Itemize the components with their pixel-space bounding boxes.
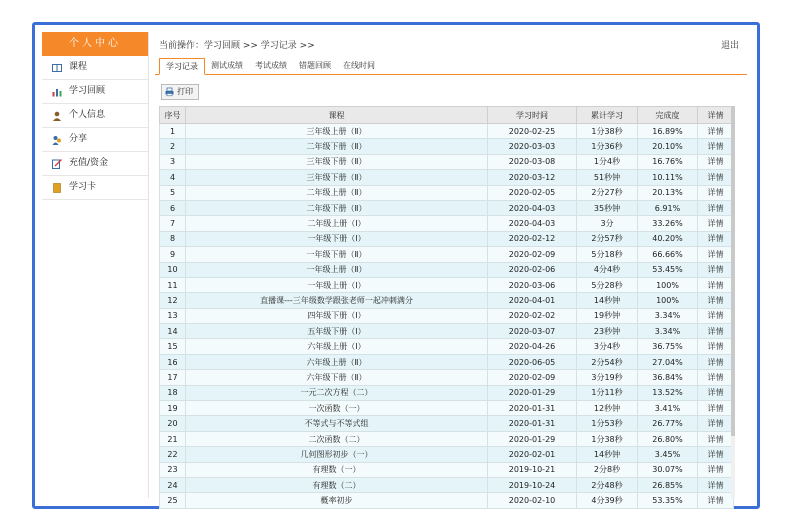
total-study-time: 14秒钟	[577, 293, 638, 308]
study-date: 2020-01-31	[488, 401, 577, 416]
row-index: 15	[160, 339, 186, 354]
table-row	[160, 324, 734, 339]
detail-link[interactable]: 详情	[698, 431, 734, 446]
row-index: 11	[160, 277, 186, 292]
detail-link[interactable]: 详情	[698, 493, 734, 508]
study-date: 2020-06-05	[488, 354, 577, 369]
total-study-time: 1分4秒	[577, 154, 638, 169]
table-row	[160, 293, 734, 308]
completion-rate: 33.26%	[638, 216, 698, 231]
total-study-time: 3分4秒	[577, 339, 638, 354]
row-index: 22	[160, 447, 186, 462]
edit-icon	[52, 159, 62, 169]
study-date: 2020-03-12	[488, 170, 577, 185]
study-date: 2020-04-03	[488, 200, 577, 215]
printer-icon	[165, 88, 174, 96]
study-date: 2020-02-09	[488, 247, 577, 262]
total-study-time: 1分36秒	[577, 139, 638, 154]
course-name: 二年级上册（Ⅱ）	[186, 185, 488, 200]
total-study-time: 2分8秒	[577, 462, 638, 477]
total-study-time: 3分19秒	[577, 370, 638, 385]
completion-rate: 36.75%	[638, 339, 698, 354]
course-name: 二次函数（二）	[186, 431, 488, 446]
detail-link[interactable]: 详情	[698, 139, 734, 154]
total-study-time: 4分4秒	[577, 262, 638, 277]
detail-link[interactable]: 详情	[698, 324, 734, 339]
row-index: 4	[160, 170, 186, 185]
detail-link[interactable]: 详情	[698, 447, 734, 462]
study-date: 2020-03-08	[488, 154, 577, 169]
completion-rate: 20.13%	[638, 185, 698, 200]
sidebar-item-label: 个人信息	[69, 110, 106, 120]
tab-0[interactable]: 学习记录	[159, 58, 205, 75]
row-index: 18	[160, 385, 186, 400]
column-header: 完成度	[638, 107, 698, 124]
completion-rate: 36.84%	[638, 370, 698, 385]
detail-link[interactable]: 详情	[698, 416, 734, 431]
table-scrollbar[interactable]	[731, 106, 735, 498]
course-name: 有理数（二）	[186, 477, 488, 492]
completion-rate: 30.07%	[638, 462, 698, 477]
table-row	[160, 339, 734, 354]
tab-3[interactable]: 错题回顾	[299, 61, 331, 70]
total-study-time: 2分48秒	[577, 477, 638, 492]
detail-link[interactable]: 详情	[698, 277, 734, 292]
detail-link[interactable]: 详情	[698, 339, 734, 354]
table-row	[160, 354, 734, 369]
course-name: 有理数（一）	[186, 462, 488, 477]
course-name: 不等式与不等式组	[186, 416, 488, 431]
sidebar-item-label: 学习回顾	[69, 86, 106, 96]
study-date: 2020-03-07	[488, 324, 577, 339]
detail-link[interactable]: 详情	[698, 385, 734, 400]
study-date: 2020-02-09	[488, 370, 577, 385]
completion-rate: 3.34%	[638, 324, 698, 339]
course-name: 三年级上册（Ⅱ）	[186, 124, 488, 139]
row-index: 5	[160, 185, 186, 200]
breadcrumb: 当前操作：学习回顾 >> 学习记录 >>	[159, 41, 315, 51]
column-header: 详情	[698, 107, 734, 124]
study-date: 2020-03-03	[488, 139, 577, 154]
table-row	[160, 200, 734, 215]
row-index: 1	[160, 124, 186, 139]
completion-rate: 53.35%	[638, 493, 698, 508]
detail-link[interactable]: 详情	[698, 308, 734, 323]
course-name: 六年级上册（Ⅰ）	[186, 339, 488, 354]
completion-rate: 100%	[638, 277, 698, 292]
detail-link[interactable]: 详情	[698, 185, 734, 200]
course-name: 一年级上册（Ⅰ）	[186, 277, 488, 292]
sidebar-item-4[interactable]	[42, 152, 148, 176]
total-study-time: 19秒钟	[577, 308, 638, 323]
table-row	[160, 185, 734, 200]
completion-rate: 100%	[638, 293, 698, 308]
row-index: 13	[160, 308, 186, 323]
sidebar-item-label: 学习卡	[69, 182, 97, 192]
records-table	[159, 106, 734, 509]
completion-rate: 26.80%	[638, 431, 698, 446]
completion-rate: 66.66%	[638, 247, 698, 262]
study-date: 2020-02-02	[488, 308, 577, 323]
course-name: 概率初步	[186, 493, 488, 508]
tab-bar	[155, 58, 747, 75]
detail-link[interactable]: 详情	[698, 477, 734, 492]
course-name: 四年级下册（Ⅰ）	[186, 308, 488, 323]
tab-1[interactable]: 测试成绩	[211, 61, 243, 70]
table-row	[160, 447, 734, 462]
column-header: 序号	[160, 107, 186, 124]
total-study-time: 14秒钟	[577, 447, 638, 462]
completion-rate: 20.10%	[638, 139, 698, 154]
print-button[interactable]	[161, 84, 199, 100]
row-index: 20	[160, 416, 186, 431]
total-study-time: 3分	[577, 216, 638, 231]
detail-link[interactable]: 详情	[698, 370, 734, 385]
completion-rate: 16.76%	[638, 154, 698, 169]
total-study-time: 1分38秒	[577, 431, 638, 446]
row-index: 23	[160, 462, 186, 477]
detail-link[interactable]: 详情	[698, 170, 734, 185]
sidebar-item-0[interactable]	[42, 56, 148, 80]
detail-link[interactable]: 详情	[698, 247, 734, 262]
table-row	[160, 401, 734, 416]
study-date: 2020-04-03	[488, 216, 577, 231]
detail-link[interactable]: 详情	[698, 124, 734, 139]
completion-rate: 40.20%	[638, 231, 698, 246]
table-row	[160, 370, 734, 385]
row-index: 9	[160, 247, 186, 262]
study-date: 2020-01-29	[488, 385, 577, 400]
records-table-container[interactable]	[159, 106, 735, 506]
course-name: 二年级下册（Ⅱ）	[186, 139, 488, 154]
total-study-time: 4分39秒	[577, 493, 638, 508]
row-index: 8	[160, 231, 186, 246]
table-row	[160, 493, 734, 508]
logout-link[interactable]: 退出	[720, 41, 739, 51]
completion-rate: 26.85%	[638, 477, 698, 492]
study-date: 2020-04-01	[488, 293, 577, 308]
completion-rate: 16.89%	[638, 124, 698, 139]
sidebar-item-label: 充值/资金	[69, 158, 109, 168]
course-name: 六年级上册（Ⅱ）	[186, 354, 488, 369]
row-index: 7	[160, 216, 186, 231]
course-name: 一年级下册（Ⅱ）	[186, 247, 488, 262]
table-row	[160, 308, 734, 323]
total-study-time: 1分11秒	[577, 385, 638, 400]
course-name: 五年级下册（Ⅰ）	[186, 324, 488, 339]
completion-rate: 27.04%	[638, 354, 698, 369]
total-study-time: 1分38秒	[577, 124, 638, 139]
bar-chart-icon	[52, 87, 62, 97]
completion-rate: 13.52%	[638, 385, 698, 400]
table-row	[160, 262, 734, 277]
total-study-time: 5分18秒	[577, 247, 638, 262]
main-panel	[155, 32, 747, 506]
table-row	[160, 416, 734, 431]
detail-link[interactable]: 详情	[698, 401, 734, 416]
row-index: 14	[160, 324, 186, 339]
total-study-time: 2分54秒	[577, 354, 638, 369]
column-header: 学习时间	[488, 107, 577, 124]
card-icon	[52, 183, 62, 193]
total-study-time: 5分28秒	[577, 277, 638, 292]
table-row	[160, 216, 734, 231]
course-name: 三年级下册（Ⅱ）	[186, 170, 488, 185]
total-study-time: 12秒钟	[577, 401, 638, 416]
completion-rate: 10.11%	[638, 170, 698, 185]
course-name: 几何图形初步（一）	[186, 447, 488, 462]
completion-rate: 26.77%	[638, 416, 698, 431]
row-index: 19	[160, 401, 186, 416]
row-index: 12	[160, 293, 186, 308]
column-header: 课程	[186, 107, 488, 124]
total-study-time: 2分27秒	[577, 185, 638, 200]
detail-link[interactable]: 详情	[698, 200, 734, 215]
book-icon	[52, 63, 62, 73]
detail-link[interactable]: 详情	[698, 462, 734, 477]
table-row	[160, 277, 734, 292]
study-date: 2020-03-06	[488, 277, 577, 292]
study-date: 2020-02-12	[488, 231, 577, 246]
row-index: 10	[160, 262, 186, 277]
table-row	[160, 231, 734, 246]
table-row	[160, 247, 734, 262]
study-date: 2019-10-24	[488, 477, 577, 492]
row-index: 21	[160, 431, 186, 446]
study-date: 2020-02-01	[488, 447, 577, 462]
completion-rate: 53.45%	[638, 262, 698, 277]
course-name: 一年级下册（Ⅰ）	[186, 231, 488, 246]
total-study-time: 1分53秒	[577, 416, 638, 431]
row-index: 16	[160, 354, 186, 369]
row-index: 24	[160, 477, 186, 492]
total-study-time: 35秒钟	[577, 200, 638, 215]
scrollbar-thumb[interactable]	[731, 106, 735, 436]
course-name: 二年级上册（Ⅰ）	[186, 216, 488, 231]
row-index: 3	[160, 154, 186, 169]
study-date: 2019-10-21	[488, 462, 577, 477]
table-row	[160, 385, 734, 400]
sidebar-item-2[interactable]	[42, 104, 148, 128]
total-study-time: 51秒钟	[577, 170, 638, 185]
total-study-time: 23秒钟	[577, 324, 638, 339]
completion-rate: 6.91%	[638, 200, 698, 215]
completion-rate: 3.45%	[638, 447, 698, 462]
column-header: 累计学习	[577, 107, 638, 124]
completion-rate: 3.41%	[638, 401, 698, 416]
study-date: 2020-02-05	[488, 185, 577, 200]
study-date: 2020-04-26	[488, 339, 577, 354]
app-frame	[32, 22, 760, 509]
print-label: 打印	[177, 87, 193, 96]
tab-2[interactable]: 考试成绩	[255, 61, 287, 70]
course-name: 一元二次方程（二）	[186, 385, 488, 400]
table-header-row	[160, 107, 734, 124]
detail-link[interactable]: 详情	[698, 216, 734, 231]
completion-rate: 3.34%	[638, 308, 698, 323]
course-name: 六年级下册（Ⅱ）	[186, 370, 488, 385]
course-name: 一次函数（一）	[186, 401, 488, 416]
detail-link[interactable]: 详情	[698, 293, 734, 308]
row-index: 25	[160, 493, 186, 508]
study-date: 2020-02-25	[488, 124, 577, 139]
study-date: 2020-01-31	[488, 416, 577, 431]
study-date: 2020-01-29	[488, 431, 577, 446]
table-row	[160, 431, 734, 446]
table-row	[160, 477, 734, 492]
sidebar-header: 个人中心	[42, 32, 148, 56]
table-row	[160, 170, 734, 185]
study-date: 2020-02-10	[488, 493, 577, 508]
row-index: 17	[160, 370, 186, 385]
table-row	[160, 154, 734, 169]
detail-link[interactable]: 详情	[698, 354, 734, 369]
course-name: 直播课---三年级数学跟张老师一起冲刺满分	[186, 293, 488, 308]
course-name: 三年级下册（Ⅱ）	[186, 154, 488, 169]
table-row	[160, 139, 734, 154]
total-study-time: 2分57秒	[577, 231, 638, 246]
sidebar	[42, 32, 149, 498]
table-row	[160, 462, 734, 477]
sidebar-item-3[interactable]	[42, 128, 148, 152]
row-index: 6	[160, 200, 186, 215]
detail-link[interactable]: 详情	[698, 231, 734, 246]
share-icon	[52, 135, 62, 145]
user-icon	[52, 111, 62, 121]
tab-4[interactable]: 在线时间	[343, 61, 375, 70]
course-name: 二年级下册（Ⅱ）	[186, 200, 488, 215]
detail-link[interactable]: 详情	[698, 262, 734, 277]
row-index: 2	[160, 139, 186, 154]
table-row	[160, 124, 734, 139]
course-name: 一年级上册（Ⅱ）	[186, 262, 488, 277]
sidebar-item-1[interactable]	[42, 80, 148, 104]
sidebar-item-label: 分享	[69, 134, 88, 144]
sidebar-item-label: 课程	[69, 62, 88, 72]
study-date: 2020-02-06	[488, 262, 577, 277]
sidebar-item-5[interactable]	[42, 176, 148, 200]
detail-link[interactable]: 详情	[698, 154, 734, 169]
